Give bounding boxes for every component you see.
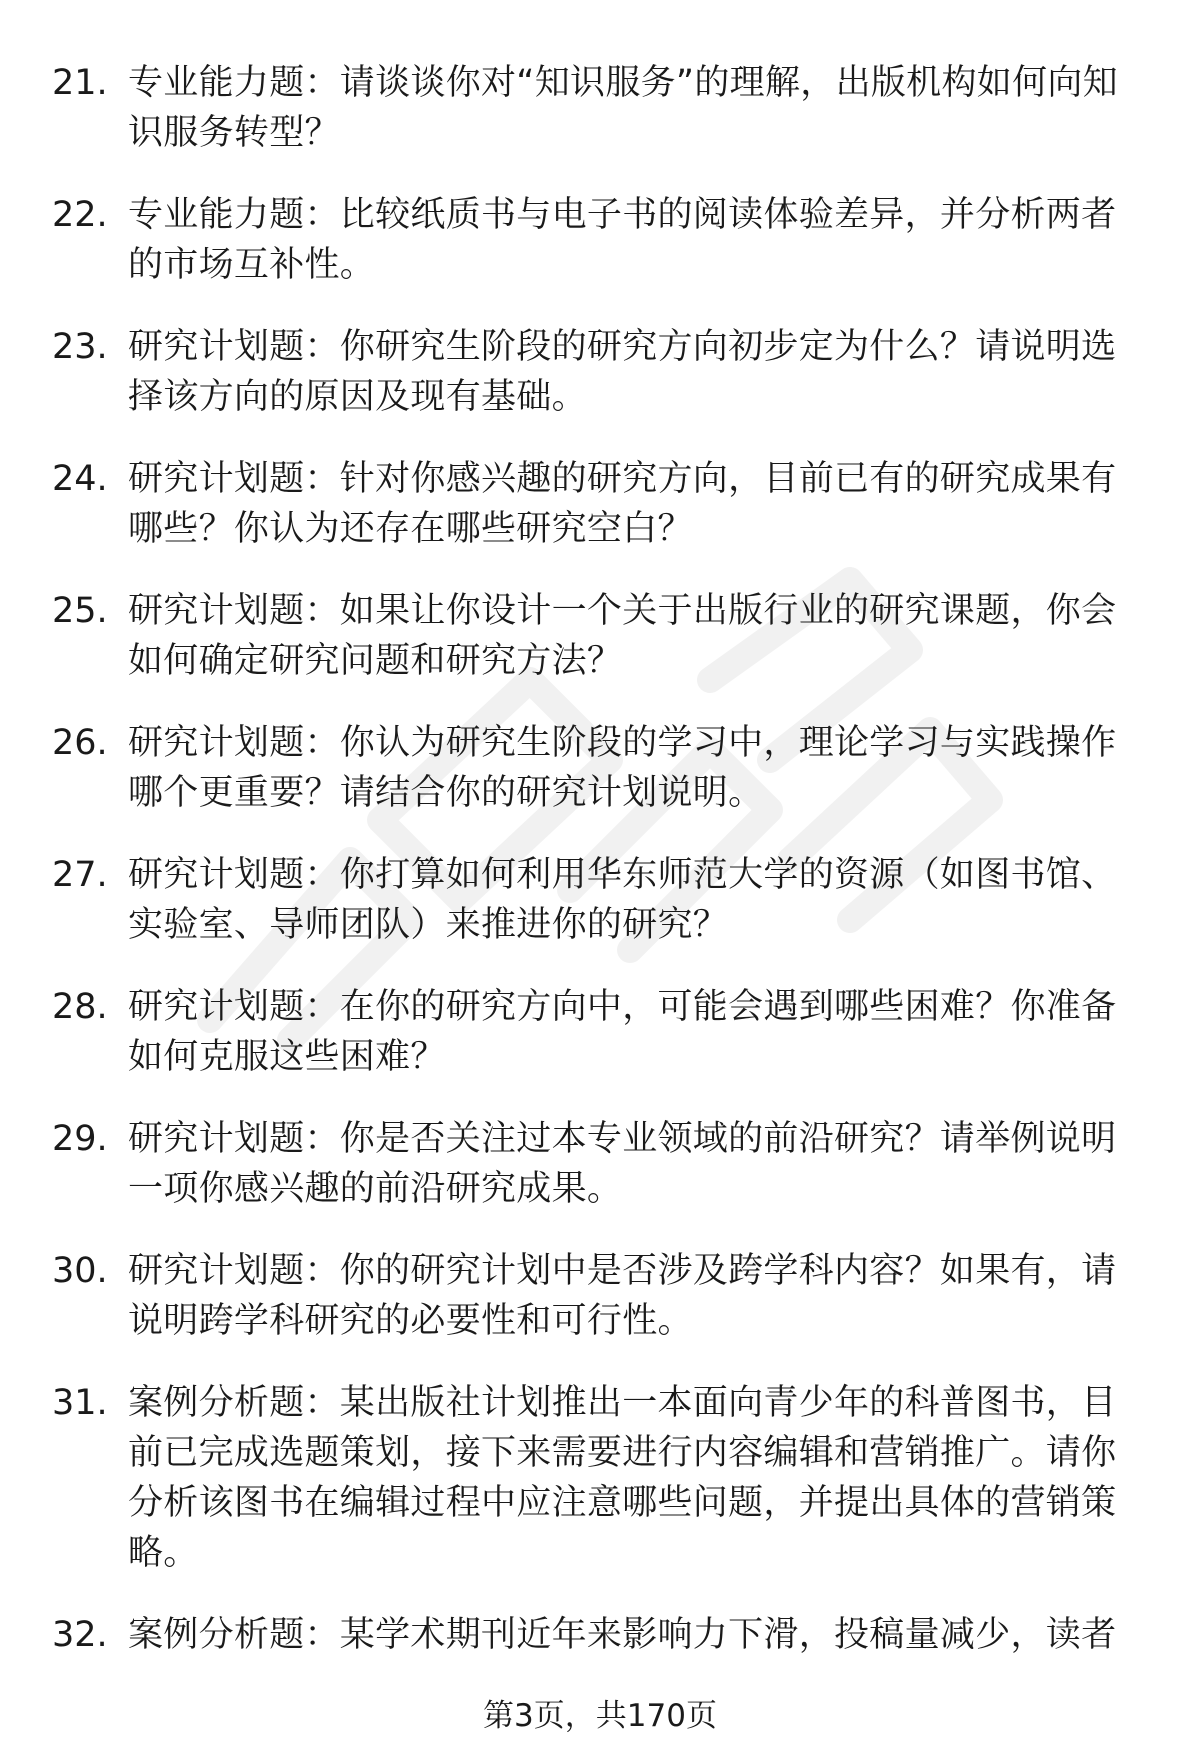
question-number: 26. <box>52 723 108 763</box>
question-item <box>0 982 1200 1082</box>
question-text: 案例分析题：某学术期刊近年来影响力下滑，投稿量减少，读者 <box>128 1615 1117 1655</box>
question-text: 研究计划题：你研究生阶段的研究方向初步定为什么？请说明选择该方向的原因及现有基础。 <box>128 327 1117 417</box>
question-list <box>0 58 1200 1742</box>
question-text: 专业能力题：请谈谈你对“知识服务”的理解，出版机构如何向知识服务转型？ <box>128 63 1118 153</box>
question-text: 研究计划题：如果让你设计一个关于出版行业的研究课题，你会如何确定研究问题和研究方法？ <box>128 591 1117 681</box>
question-text: 研究计划题：在你的研究方向中，可能会遇到哪些困难？你准备如何克服这些困难？ <box>128 987 1117 1077</box>
question-item <box>0 190 1200 290</box>
question-number: 21. <box>52 63 108 103</box>
question-number: 22. <box>52 195 108 235</box>
question-number: 27. <box>52 855 108 895</box>
question-text: 研究计划题：你的研究计划中是否涉及跨学科内容？如果有，请说明跨学科研究的必要性和可行性。 <box>128 1251 1117 1341</box>
question-text: 研究计划题：你打算如何利用华东师范大学的资源（如图书馆、实验室、导师团队）来推进你的研究？ <box>128 855 1117 945</box>
question-item <box>0 586 1200 686</box>
question-item <box>0 1378 1200 1578</box>
page-number: 第3页，共170页 <box>483 1698 717 1734</box>
question-number: 23. <box>52 327 108 367</box>
question-number: 28. <box>52 987 108 1027</box>
question-number: 32. <box>52 1615 108 1655</box>
question-number: 24. <box>52 459 108 499</box>
question-number: 30. <box>52 1251 108 1291</box>
question-item <box>0 850 1200 950</box>
question-item <box>0 58 1200 158</box>
question-number: 29. <box>52 1119 108 1159</box>
question-item <box>0 322 1200 422</box>
question-text: 研究计划题：你是否关注过本专业领域的前沿研究？请举例说明一项你感兴趣的前沿研究成果。 <box>128 1119 1117 1209</box>
question-text: 研究计划题：你认为研究生阶段的学习中，理论学习与实践操作哪个更重要？请结合你的研究计划说明。 <box>128 723 1117 813</box>
question-item <box>0 1246 1200 1346</box>
question-item <box>0 1114 1200 1214</box>
question-item <box>0 718 1200 818</box>
question-number: 25. <box>52 591 108 631</box>
question-number: 31. <box>52 1383 108 1423</box>
question-item <box>0 454 1200 554</box>
question-text: 案例分析题：某出版社计划推出一本面向青少年的科普图书，目前已完成选题策划，接下来需要进行内容编辑和营销推广。请你分析该图书在编辑过程中应注意哪些问题，并提出具体的营销策略。 <box>128 1383 1117 1573</box>
question-text: 专业能力题：比较纸质书与电子书的阅读体验差异，并分析两者的市场互补性。 <box>128 195 1117 285</box>
question-text: 研究计划题：针对你感兴趣的研究方向，目前已有的研究成果有哪些？你认为还存在哪些研究空白？ <box>128 459 1117 549</box>
question-item <box>0 1610 1200 1710</box>
